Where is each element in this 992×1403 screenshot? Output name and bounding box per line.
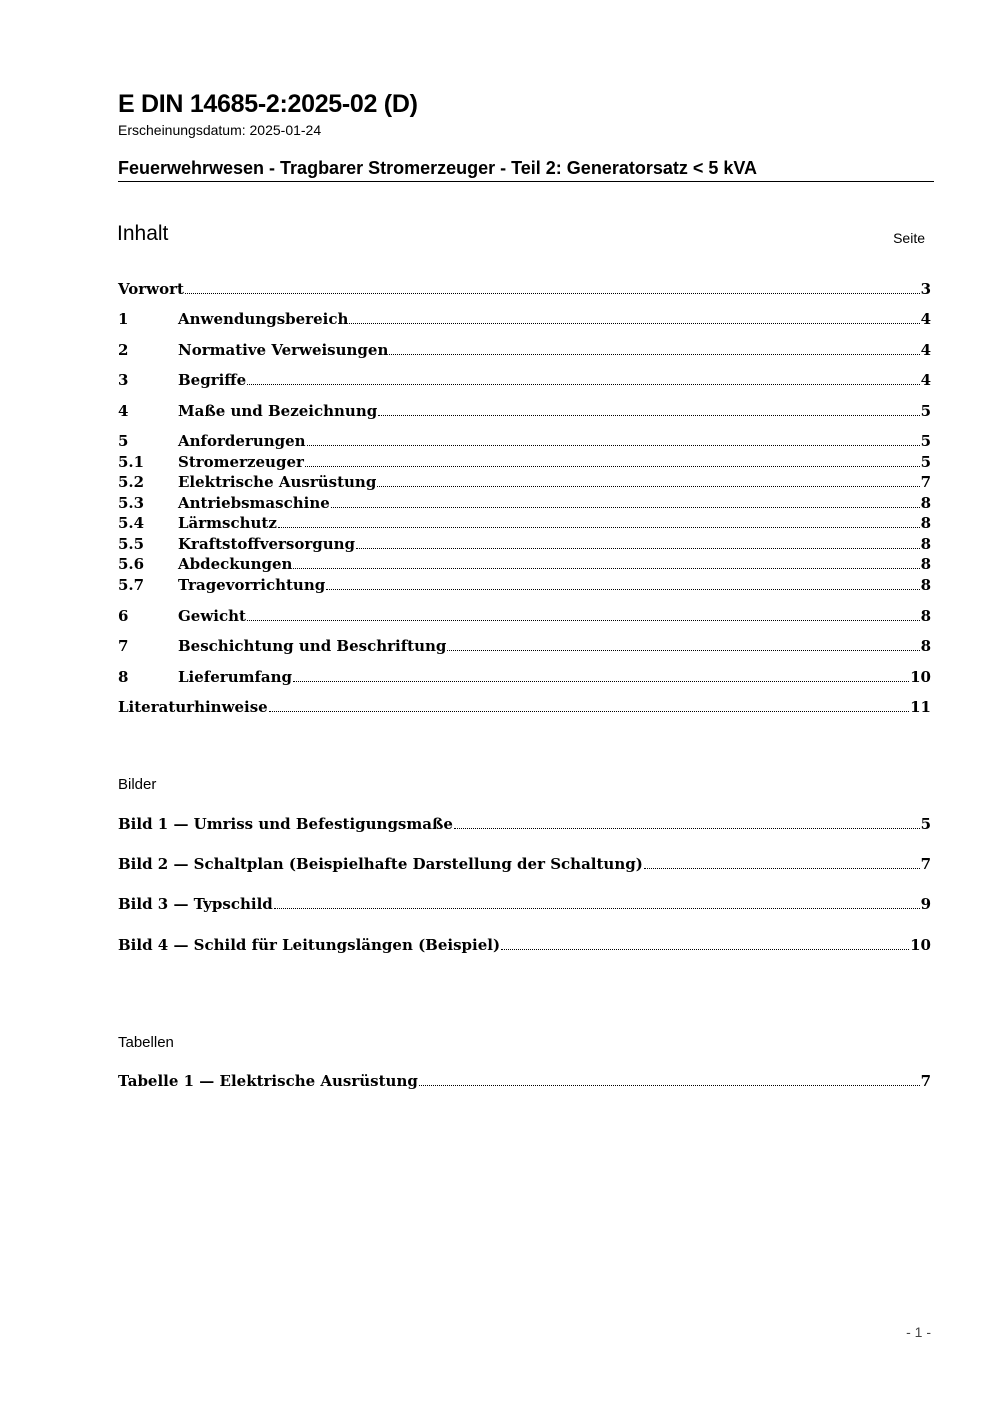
dot-leader: [419, 1085, 920, 1086]
document-title: Feuerwehrwesen - Tragbarer Stromerzeuger - Teil 2: Generatorsatz < 5 kVA: [118, 158, 934, 182]
toc-entry-title: Abdeckungen: [178, 555, 293, 573]
dot-leader: [644, 868, 920, 869]
dot-leader: [185, 293, 920, 294]
table-entry-1[interactable]: [118, 1071, 931, 1091]
dot-leader: [307, 445, 920, 446]
toc-entry-title: Antriebsmaschine: [178, 494, 330, 512]
toc-heading: Inhalt: [117, 222, 169, 245]
dot-leader: [278, 527, 920, 528]
toc-entry-page: 10: [910, 668, 931, 686]
figure-entry-2[interactable]: [118, 854, 931, 874]
dot-leader: [389, 354, 919, 355]
table-entry-page: 7: [920, 1072, 931, 1090]
toc-entry-number: 5.4: [118, 514, 145, 532]
tables-label: Tabellen: [118, 1034, 174, 1051]
toc-entry-title: Begriffe: [178, 371, 247, 389]
dot-leader: [293, 568, 919, 569]
toc-entry-page: 3: [920, 280, 931, 298]
toc-entry-title: Anforderungen: [178, 432, 306, 450]
dot-leader: [247, 620, 920, 621]
toc-entry-title: Stromerzeuger: [178, 453, 304, 471]
toc-entry-number: 7: [118, 637, 129, 655]
dot-leader: [274, 908, 920, 909]
toc-entry-number: 4: [118, 402, 129, 420]
toc-entry-page: 5: [920, 402, 931, 420]
toc-entry-page: 8: [920, 637, 931, 655]
toc-entry-title: Normative Verweisungen: [178, 341, 389, 359]
figure-entry-3[interactable]: [118, 894, 931, 914]
dot-leader: [378, 415, 919, 416]
toc-entry-5-1[interactable]: [118, 452, 931, 472]
toc-entry-page: 8: [920, 535, 931, 553]
dot-leader: [356, 548, 920, 549]
page-column-label: Seite: [893, 230, 925, 246]
toc-entry-number: 1: [118, 310, 129, 328]
toc-entry-page: 4: [920, 341, 931, 359]
dot-leader: [293, 681, 909, 682]
toc-entry-5-5[interactable]: [118, 534, 931, 554]
toc-entry-title: Lärmschutz: [178, 514, 277, 532]
toc-entry-literaturhinweise[interactable]: [118, 697, 931, 717]
toc-entry-number: 5.2: [118, 473, 145, 491]
figure-entry-page: 9: [920, 895, 931, 913]
toc-entry-number: 2: [118, 341, 129, 359]
toc-entry-page: 5: [920, 432, 931, 450]
toc-entry-number: 5.6: [118, 555, 145, 573]
dot-leader: [454, 828, 920, 829]
toc-entry-title: Beschichtung und Beschriftung: [178, 637, 447, 655]
toc-entry-page: 7: [920, 473, 931, 491]
toc-entry-4[interactable]: [118, 401, 931, 421]
toc-entry-title: Vorwort: [118, 280, 184, 298]
toc-entry-page: 8: [920, 576, 931, 594]
figure-entry-title: Bild 1 — Umriss und Befestigungsmaße: [118, 815, 453, 833]
toc-entry-5-3[interactable]: [118, 493, 931, 513]
toc-entry-title: Lieferumfang: [178, 668, 293, 686]
figures-label: Bilder: [118, 776, 157, 793]
figure-entry-page: 5: [920, 815, 931, 833]
toc-entry-page: 4: [920, 310, 931, 328]
figure-entry-title: Bild 3 — Typschild: [118, 895, 273, 913]
figure-entry-1[interactable]: [118, 814, 931, 834]
toc-entry-page: 11: [910, 698, 931, 716]
toc-entry-title: Maße und Bezeichnung: [178, 402, 378, 420]
toc-entry-5[interactable]: [118, 431, 931, 451]
toc-entry-title: Anwendungsbereich: [178, 310, 349, 328]
toc-entry-title: Elektrische Ausrüstung: [178, 473, 377, 491]
dot-leader: [349, 323, 919, 324]
toc-entry-title: Kraftstoffversorgung: [178, 535, 356, 553]
footer-page-number: - 1 -: [906, 1324, 931, 1340]
toc-entry-number: 5.5: [118, 535, 145, 553]
toc-entry-1[interactable]: [118, 309, 931, 329]
toc-entry-page: 4: [920, 371, 931, 389]
dot-leader: [326, 589, 919, 590]
figure-entry-4[interactable]: [118, 935, 931, 955]
toc-entry-5-4[interactable]: [118, 513, 931, 533]
publication-date: Erscheinungsdatum: 2025-01-24: [118, 122, 322, 138]
toc-entry-2[interactable]: [118, 340, 931, 360]
toc-entry-5-7[interactable]: [118, 575, 931, 595]
toc-entry-page: 8: [920, 607, 931, 625]
dot-leader: [447, 650, 919, 651]
figure-entry-title: Bild 4 — Schild für Leitungslängen (Beispiel): [118, 936, 501, 954]
toc-entry-number: 6: [118, 607, 129, 625]
dot-leader: [305, 466, 920, 467]
dot-leader: [247, 384, 919, 385]
figure-entry-page: 10: [910, 936, 931, 954]
dot-leader: [331, 507, 920, 508]
toc-entry-title: Tragevorrichtung: [178, 576, 326, 594]
toc-entry-page: 5: [920, 453, 931, 471]
table-entry-title: Tabelle 1 — Elektrische Ausrüstung: [118, 1072, 418, 1090]
toc-entry-5-2[interactable]: [118, 472, 931, 492]
dot-leader: [377, 486, 919, 487]
toc-entry-page: 8: [920, 514, 931, 532]
toc-entry-number: 8: [118, 668, 129, 686]
dot-leader: [269, 711, 909, 712]
dot-leader: [501, 949, 909, 950]
document-id: E DIN 14685-2:2025-02 (D): [118, 90, 418, 118]
toc-entry-number: 5.7: [118, 576, 145, 594]
toc-entry-title: Literaturhinweise: [118, 698, 268, 716]
toc-entry-3[interactable]: [118, 370, 931, 390]
toc-entry-8[interactable]: [118, 667, 931, 687]
toc-entry-vorwort[interactable]: [118, 279, 931, 299]
toc-entry-page: 8: [920, 494, 931, 512]
figure-entry-title: Bild 2 — Schaltplan (Beispielhafte Darstellung der Schaltung): [118, 855, 643, 873]
toc-entry-7[interactable]: [118, 636, 931, 656]
toc-entry-number: 5: [118, 432, 129, 450]
toc-entry-title: Gewicht: [178, 607, 246, 625]
toc-entry-number: 5.1: [118, 453, 145, 471]
figure-entry-page: 7: [920, 855, 931, 873]
toc-entry-page: 8: [920, 555, 931, 573]
toc-entry-number: 3: [118, 371, 129, 389]
toc-entry-6[interactable]: [118, 606, 931, 626]
toc-entry-5-6[interactable]: [118, 554, 931, 574]
toc-entry-number: 5.3: [118, 494, 145, 512]
